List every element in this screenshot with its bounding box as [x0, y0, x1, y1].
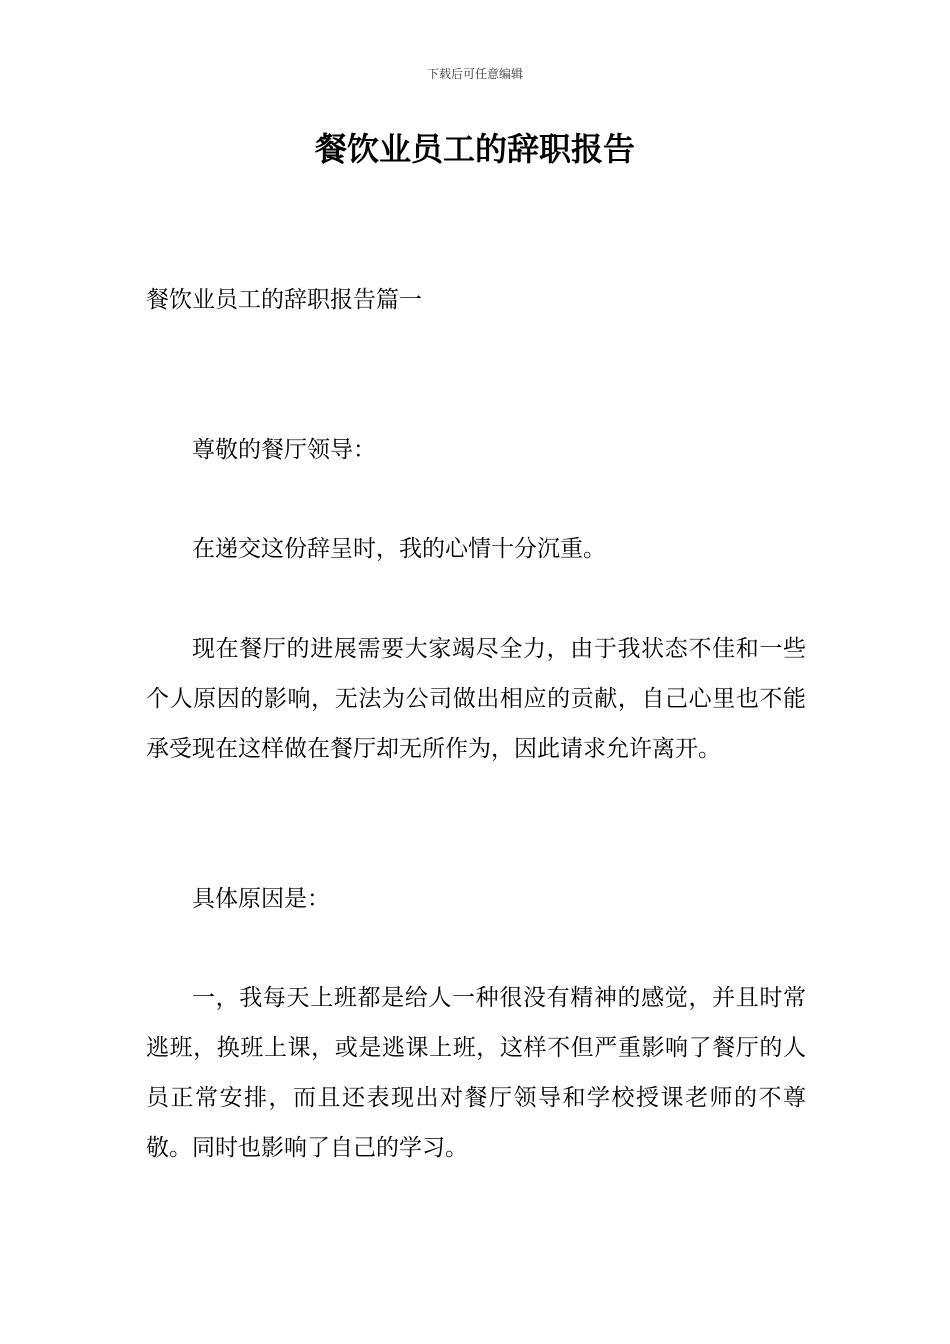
paragraph: 具体原因是：: [192, 886, 330, 912]
header-note: 下载后可任意编辑: [426, 67, 523, 81]
paragraph: 一，我每天上班都是给人一种很没有精神的感觉，并且时常逃班，换班上课，或是逃课上班，这样不但严重影响了餐厅的人员正常安排，而且还表现出对餐厅领导和学校授课老师的不尊敬。同时也影响了自己的学习。: [146, 985, 806, 1161]
paragraph: 在递交这份辞呈时，我的心情十分沉重。: [192, 536, 606, 562]
paragraph: 现在餐厅的进展需要大家竭尽全力，由于我状态不佳和一些个人原因的影响，无法为公司做出相应的贡献，自己心里也不能承受现在这样做在餐厅却无所作为，因此请求允许离开。: [146, 636, 806, 762]
section-heading: 餐饮业员工的辞职报告篇一: [146, 287, 422, 313]
document-title: 餐饮业员工的辞职报告: [314, 130, 635, 168]
salutation: 尊敬的餐厅领导：: [192, 437, 376, 463]
